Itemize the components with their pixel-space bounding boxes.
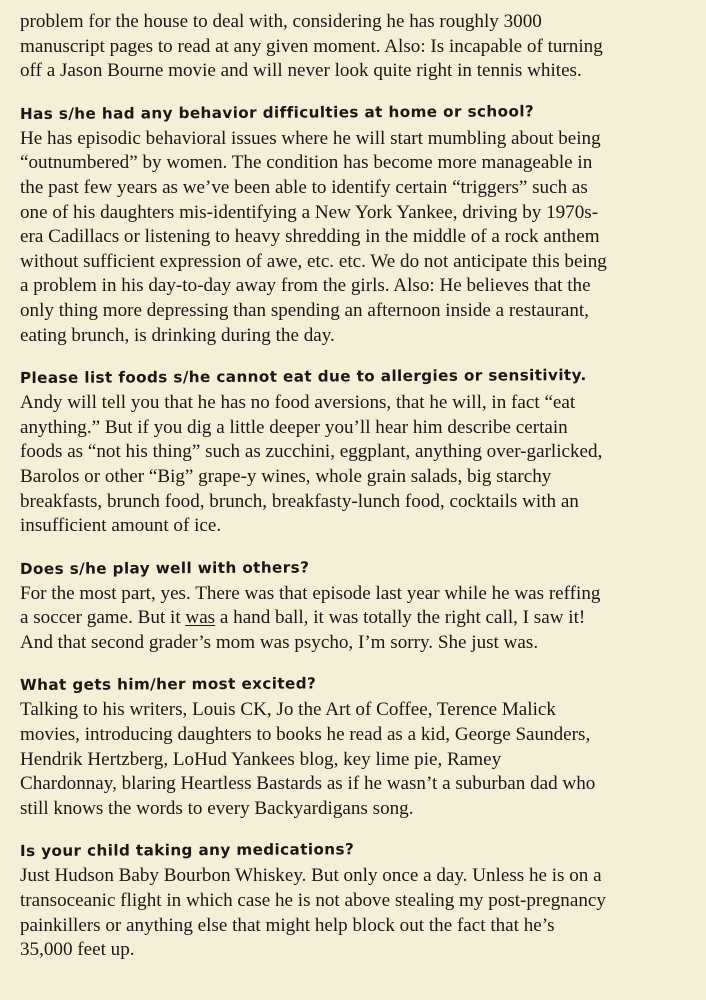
text-line: Chardonnay, blaring Heartless Bastards as if he wasn’t a suburban dad who	[20, 773, 596, 795]
text-line: without sufficient expression of awe, etc. etc. We do not anticipate this being	[20, 250, 607, 272]
text-line: transoceanic flight in which case he is not above stealing my post-pregnancy	[20, 890, 606, 912]
text-line	[20, 606, 692, 631]
answer-paragraph	[20, 698, 692, 821]
text-line: problem for the house to deal with, considering he has roughly 3000	[20, 11, 542, 32]
text-line: Just Hudson Baby Bourbon Whiskey. But only once a day. Unless he is on a	[20, 865, 602, 887]
text-line: still knows the words to every Backyardigans song.	[20, 797, 414, 819]
text-line: painkillers or anything else that might help block out the fact that he’s	[20, 914, 555, 936]
text-line: movies, introducing daughters to books he read as a kid, George Saunders,	[20, 724, 591, 746]
text-line: eating brunch, is drinking during the day.	[20, 324, 335, 346]
text-line: the past few years as we’ve been able to identify certain “triggers” such as	[20, 176, 588, 198]
question-heading: Has s/he had any behavior difficulties at home or school?	[19, 102, 535, 123]
question-heading: What gets him/her most excited?	[19, 674, 317, 695]
emphasized-word: was	[185, 607, 216, 629]
text-line: Barolos or other “Big” grape-y wines, whole grain salads, big starchy	[20, 465, 552, 487]
text-segment: a hand ball, it was totally the right call, I saw it!	[215, 607, 586, 629]
text-line: one of his daughters mis-identifying a New York Yankee, driving by 1970s-	[20, 201, 599, 223]
qa-food-allergies	[20, 366, 692, 539]
text-line: insufficient amount of ice.	[20, 515, 222, 537]
qa-plays-with-others	[20, 557, 692, 656]
text-line: Hendrik Hertzberg, LoHud Yankees blog, key lime pie, Ramey	[20, 748, 502, 770]
question-heading: Is your child taking any medications?	[19, 840, 355, 861]
text-line: Talking to his writers, Louis CK, Jo the Art of Coffee, Terence Malick	[20, 699, 556, 721]
text-line: anything.” But if you dig a little deeper you’ll hear him describe certain	[20, 416, 568, 438]
qa-most-excited	[20, 673, 692, 821]
qa-behavior	[20, 102, 692, 348]
answer-paragraph	[20, 391, 692, 539]
text-line: manuscript pages to read at any given moment. Also: Is incapable of turning	[20, 35, 603, 57]
intro-paragraph	[20, 10, 692, 84]
text-segment: a soccer game. But it	[20, 607, 186, 629]
text-line: He has episodic behavioral issues where he will start mumbling about being	[20, 127, 601, 149]
document-page	[20, 10, 692, 963]
text-line: breakfasts, brunch food, brunch, breakfasty-lunch food, cocktails with an	[20, 490, 579, 512]
text-line: era Cadillacs or listening to heavy shredding in the middle of a rock anthem	[20, 226, 600, 248]
text-line: “outnumbered” by women. The condition has become more manageable in	[20, 152, 593, 174]
text-line: 35,000 feet up.	[20, 939, 135, 961]
text-line: off a Jason Bourne movie and will never look quite right in tennis whites.	[20, 60, 582, 82]
qa-medications	[20, 839, 692, 962]
answer-paragraph	[20, 127, 692, 348]
text-line: only thing more depressing than spending an afternoon inside a restaurant,	[20, 299, 589, 321]
text-line: Andy will tell you that he has no food aversions, that he will, in fact “eat	[20, 392, 576, 414]
text-line: foods as “not his thing” such as zucchini, eggplant, anything over-garlicked,	[20, 441, 603, 463]
question-heading: Does s/he play well with others?	[19, 558, 310, 578]
answer-paragraph	[20, 582, 692, 656]
text-line: a problem in his day-to-day away from the girls. Also: He believes that the	[20, 275, 591, 297]
text-line: And that second grader’s mom was psycho, I’m sorry. She just was.	[20, 631, 539, 653]
text-line: For the most part, yes. There was that episode last year while he was reffing	[20, 582, 601, 604]
question-heading: Please list foods s/he cannot eat due to allergies or sensitivity.	[19, 366, 587, 388]
answer-paragraph	[20, 864, 692, 962]
